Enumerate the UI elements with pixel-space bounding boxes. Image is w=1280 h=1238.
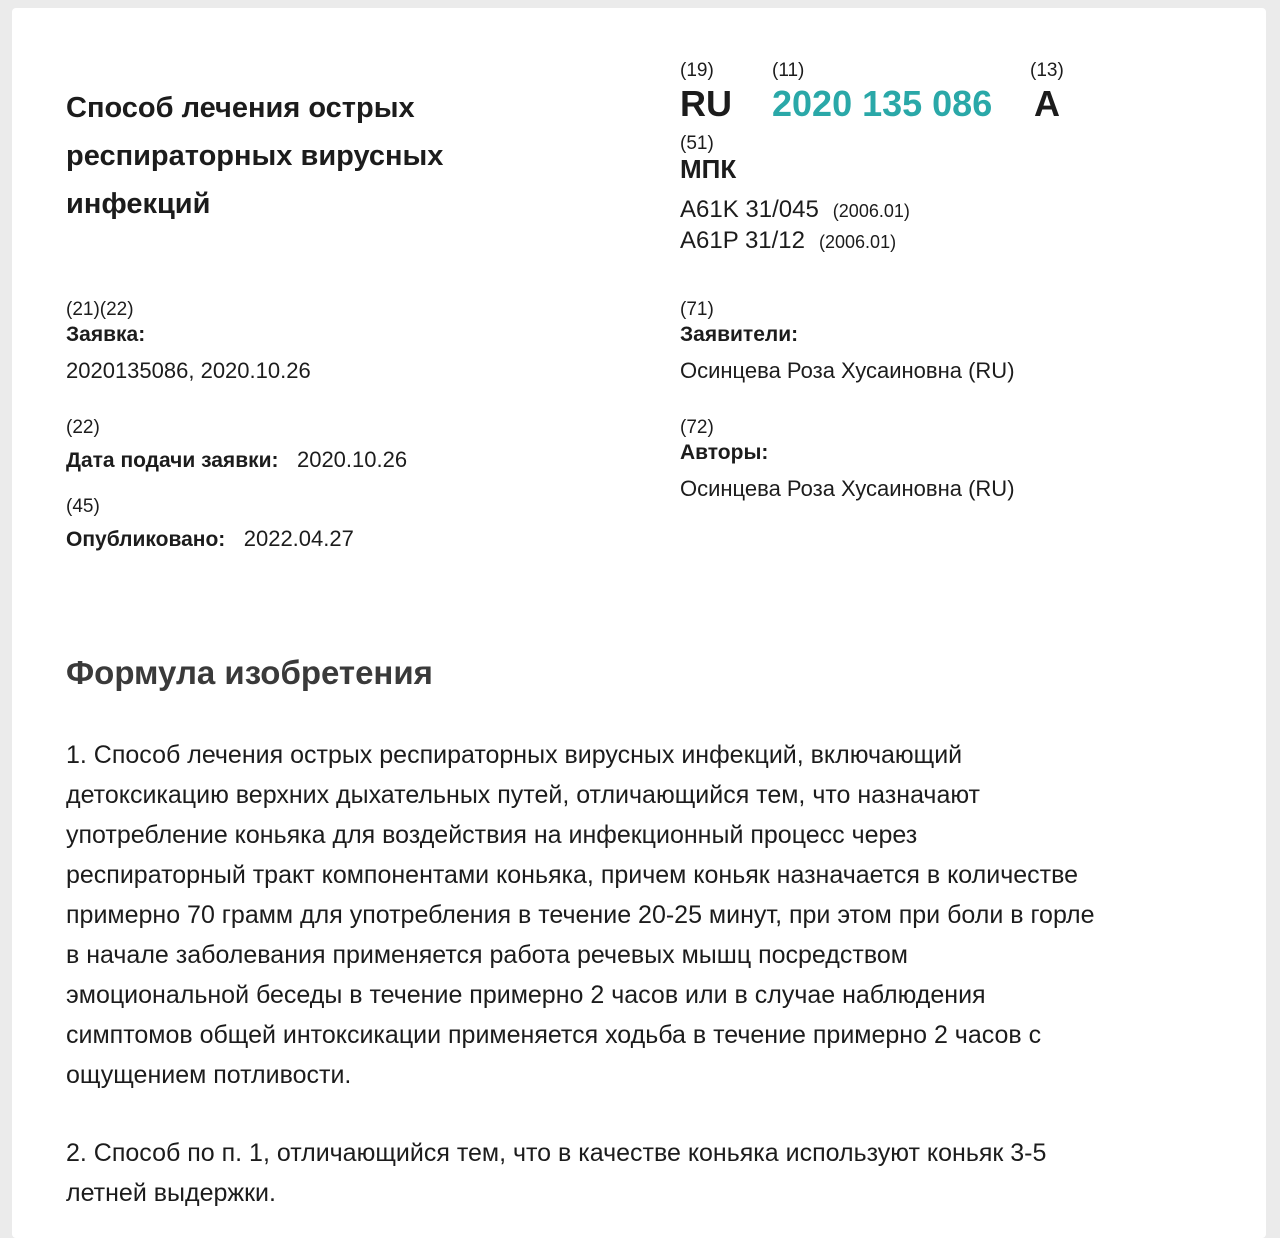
filing-date-label: Дата подачи заявки:: [66, 449, 279, 472]
kind-code-number: (13): [1030, 60, 1064, 81]
publication-number-code: (11): [772, 60, 805, 81]
claim-line: в начале заболевания применяется работа речевых мышц посредством: [66, 941, 908, 969]
application-code: (21)(22): [66, 299, 134, 320]
claim-line: симптомов общей интоксикации применяется ходьба в течение примерно 2 часов с: [66, 1021, 1042, 1049]
claim-line: эмоциональной беседы в течение примерно 2 часов или в случае наблюдения: [66, 981, 986, 1009]
claim-line: употребление коньяка для воздействия на инфекционный процесс через: [66, 821, 918, 849]
claim-1: [66, 735, 1236, 1095]
applicants-code: (71): [680, 299, 714, 320]
claim-line: примерно 70 грамм для употребления в течение 20-25 минут, при этом при боли в горле: [66, 901, 1095, 929]
applicants-label: Заявители:: [680, 323, 799, 346]
published-code: (45): [66, 496, 100, 517]
mpk-class-list: [680, 196, 910, 255]
mpk-label: МПК: [680, 154, 737, 184]
filing-date-row: [66, 447, 407, 473]
published-value: 2022.04.27: [243, 526, 354, 551]
mpk-class-item: [680, 227, 910, 255]
claim-line: ощущением потливости.: [66, 1061, 352, 1089]
mpk-code-number: (51): [680, 133, 714, 154]
published-label: Опубликовано:: [66, 528, 226, 551]
mpk-class-code: A61P 31/12: [680, 227, 806, 254]
published-row: [66, 526, 354, 552]
application-value: 2020135086, 2020.10.26: [66, 358, 311, 383]
filing-date-code: (22): [66, 417, 100, 438]
claim-line: детоксикацию верхних дыхательных путей, отличающийся тем, что назначают: [66, 781, 981, 809]
mpk-class-item: [680, 196, 910, 227]
authors-label: Авторы:: [680, 441, 769, 464]
claim-line: 1. Способ лечения острых респираторных вирусных инфекций, включающий: [66, 741, 963, 769]
claim-line: летней выдержки.: [66, 1179, 276, 1207]
mpk-class-version: (2006.01): [819, 232, 897, 252]
country-code-number: (19): [680, 60, 714, 81]
filing-date-value: 2020.10.26: [296, 447, 408, 472]
claim-2: [66, 1133, 1236, 1213]
claim-line: 2. Способ по п. 1, отличающийся тем, что в качестве коньяка используют коньяк 3-5: [66, 1139, 1047, 1167]
country-code: RU: [680, 83, 732, 124]
mpk-class-code: A61K 31/045: [680, 196, 819, 223]
claims-heading: Формула изобретения: [66, 654, 433, 691]
application-label: Заявка:: [66, 323, 146, 346]
publication-number: 2020 135 086: [772, 83, 993, 124]
mpk-class-version: (2006.01): [832, 201, 910, 221]
kind-code: A: [1034, 83, 1060, 124]
patent-sheet: [12, 8, 1266, 1238]
patent-title: Способ лечения острых респираторных вирусных инфекций: [66, 92, 444, 220]
authors-code: (72): [680, 417, 714, 438]
applicants-value: Осинцева Роза Хусаиновна (RU): [680, 358, 1015, 383]
claim-line: респираторный тракт компонентами коньяка, причем коньяк назначается в количестве: [66, 861, 1078, 889]
authors-value: Осинцева Роза Хусаиновна (RU): [680, 476, 1015, 501]
